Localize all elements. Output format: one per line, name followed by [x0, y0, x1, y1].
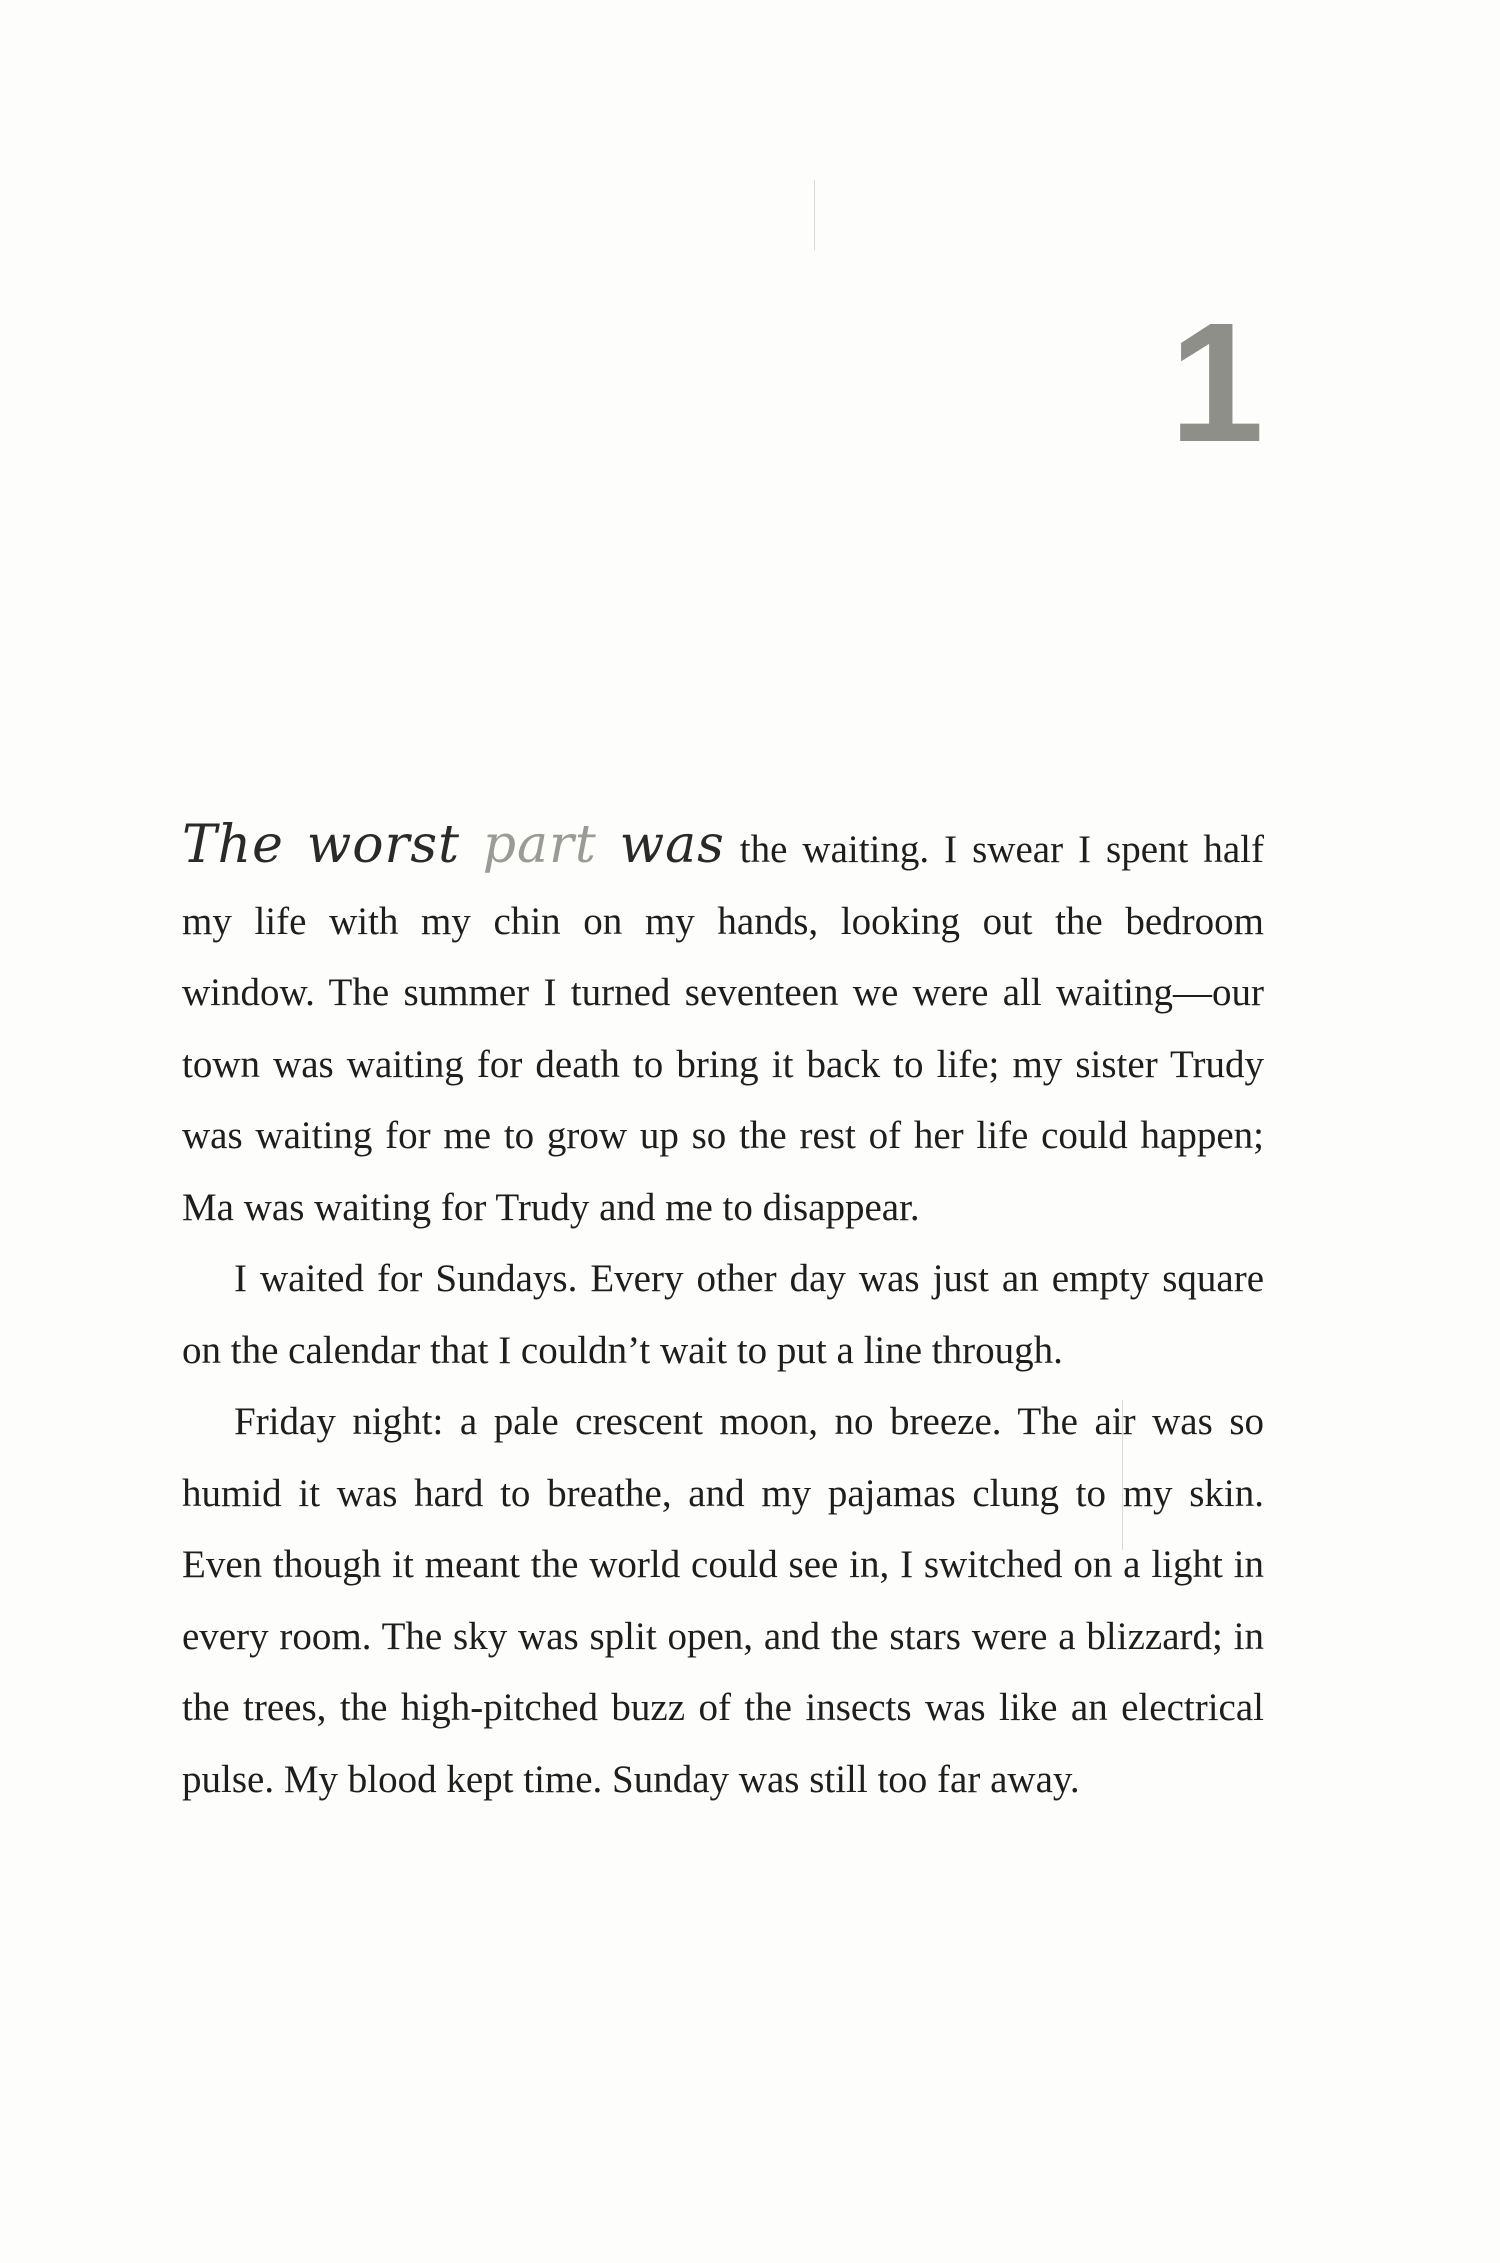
- chapter-number: 1: [1169, 288, 1260, 478]
- chapter-text: [182, 810, 1264, 1815]
- lead-in-heading: [182, 815, 725, 875]
- paragraph-1-text: the waiting. I swear I spent half my life with my chin on my hands, looking out the bedroom window. The summer I turned seventeen we were all waiting—our town was waiting for death to bring it back to life; my sister Trudy was waiting for me to grow up so the rest of her life could happen; Ma was waiting for Trudy and me to disappear.: [182, 828, 1264, 1229]
- paragraph-1: [182, 810, 1264, 1243]
- lead-in-part-2: part: [482, 815, 597, 875]
- lead-in-part-1: The worst: [182, 815, 483, 875]
- scan-artifact-line: [814, 180, 815, 250]
- lead-in-part-3: was: [596, 815, 725, 875]
- paragraph-2: I waited for Sundays. Every other day was just an empty square on the calendar that I couldn’t wait to put a line through.: [182, 1257, 1264, 1372]
- paragraph-3: Friday night: a pale crescent moon, no breeze. The air was so humid it was hard to breathe, and my pajamas clung to my skin. Even though it meant the world could see in, I switched on a light in every room. The sky was split open, and the stars were a blizzard; in the trees, the high-pitched buzz of the insects was like an electrical pulse. My blood kept time. Sunday was still too far away.: [182, 1400, 1264, 1801]
